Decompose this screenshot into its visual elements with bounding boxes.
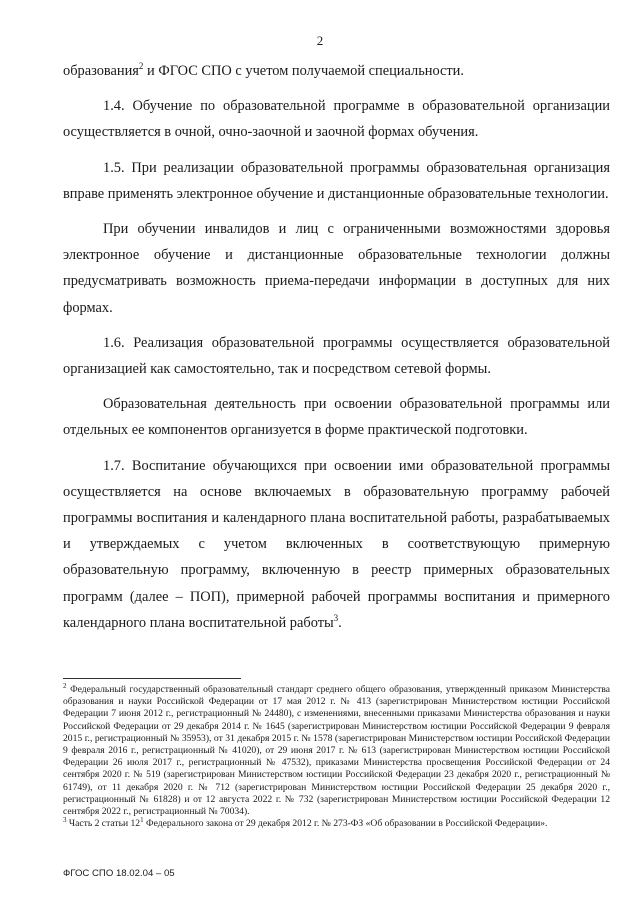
paragraph-text: 1.7. Воспитание обучающихся при освоении ими образовательной программы осуществляется на основе включаемых в образовательную программу рабочей программы воспитания и календарного плана воспитательной работы, разрабатываемых и утверждаемых с учетом включенных в соответствующую примерную образовательную программу, включенную в реестр примерных образовательных программ (далее – ПОП), примерной рабочей программы воспитания и примерного календарного плана воспитательной работы xyxy=(63,457,610,631)
paragraph-1-4: 1.4. Обучение по образовательной программе в образовательной организации осуществляется в очной, очно-заочной и заочной формах обучения. xyxy=(63,98,610,141)
paragraph-continuation xyxy=(63,58,610,84)
footnote-text: Федерального закона от 29 декабря 2012 г. № 273-ФЗ «Об образовании в Российской Федерации». xyxy=(143,818,548,830)
paragraph-text: . xyxy=(338,614,342,631)
footnotes xyxy=(63,681,610,830)
document-code: ФГОС СПО 18.02.04 – 05 xyxy=(63,868,175,879)
paragraph-1-7 xyxy=(63,453,610,636)
document-body xyxy=(63,58,610,645)
paragraph-text: образования xyxy=(63,63,139,79)
footnote-3 xyxy=(63,818,610,830)
paragraph-text: и ФГОС СПО с учетом получаемой специальности. xyxy=(143,63,464,79)
footnote-2 xyxy=(63,681,610,818)
footnote-separator xyxy=(63,678,241,679)
page-number: 2 xyxy=(316,33,324,48)
footnote-article-sup: 1 xyxy=(140,816,144,825)
footnote-mark: 2 xyxy=(63,681,67,690)
paragraph-1-5: 1.5. При реализации образовательной программы образовательная организация вправе применять электронное обучение и дистанционные образовательные технологии. xyxy=(63,159,610,202)
footnote-text: Часть 2 статьи 12 xyxy=(66,818,141,830)
paragraph-disabilities: При обучении инвалидов и лиц с ограниченными возможностями здоровья электронное обучение и дистанционные образовательные технологии должны предусматривать возможность приема-передачи информации в доступных для них формах. xyxy=(63,221,610,316)
paragraph-practical-training: Образовательная деятельность при освоении образовательной программы или отдельных ее компонентов организуется в форме практической подготовки. xyxy=(63,396,610,439)
footnote-text: Федеральный государственный образовательный стандарт среднего общего образования, утвержденный приказом Министерства образования и науки Российской Федерации от 17 мая 2012 г. № 413 (зарегистрирован Министерством юстиции Российской Федерации 7 июня 2012 г., регистрационный № 24480), с изменениями, внесенными приказами Министерства образования и науки Российской Федерации от 29 декабря 2014 г. № 1645 (зарегистрирован Министерством юстиции Российской Федерации 9 февраля 2015 г., регистрационный № 35953), от 31 декабря 2015 г. № 1578 (зарегистрирован Министерством юстиции Российской Федерации 9 февраля 2016 г., регистрационный № 41020), от 29 июня 2017 г. № 613 (зарегистрирован Министерством юстиции Российской Федерации 26 июля 2017 г., регистрационный № 47532), приказами Министерства просвещения Российской Федерации от 24 сентября 2020 г. № 519 (зарегистрирован Министерством юстиции Российской Федерации 23 декабря 2020 г., регистрационный № 61749), от 11 декабря 2020 г. № 712 (зарегистрирован Министерством юстиции Российской Федерации 25 декабря 2020 г., регистрационный № 61828) и от 12 августа 2022 г. № 732 (зарегистрирован Министерством юстиции Российской Федерации 12 сентября 2022 г., регистрационный № 70034). xyxy=(63,684,610,818)
footnote-ref-3: 3 xyxy=(333,613,339,624)
footnote-ref-2: 2 xyxy=(138,61,144,72)
paragraph-1-6: 1.6. Реализация образовательной программы осуществляется образовательной организацией как самостоятельно, так и посредством сетевой формы. xyxy=(63,334,610,378)
footnote-mark: 3 xyxy=(63,816,67,825)
